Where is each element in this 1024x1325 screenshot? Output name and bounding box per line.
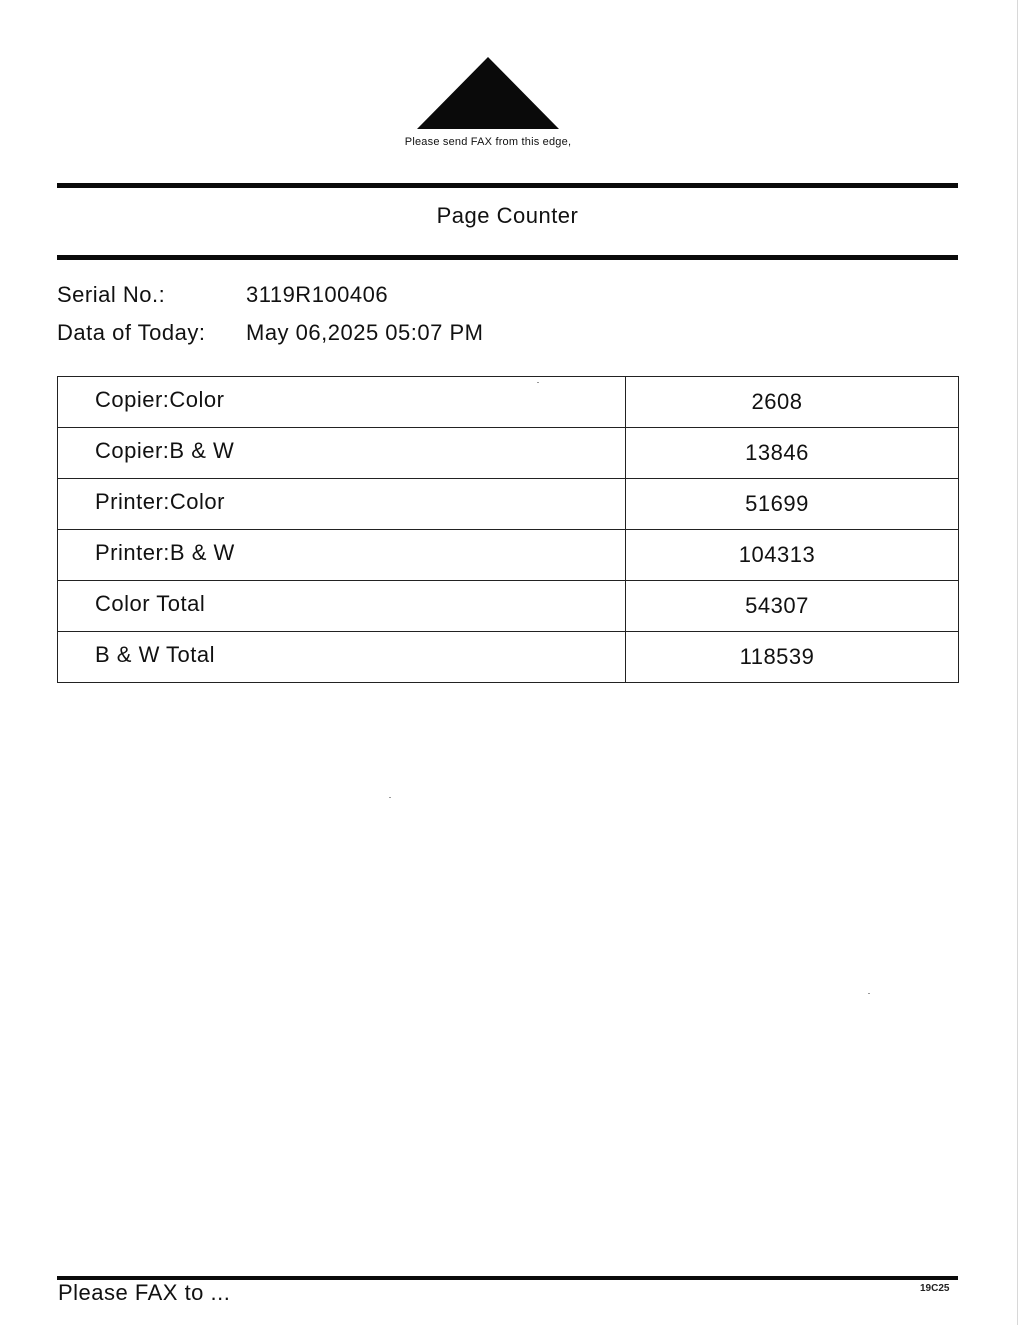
counter-value: 13846 (626, 428, 959, 479)
scan-edge-line (1017, 0, 1018, 1325)
counter-label: Color Total (58, 581, 626, 632)
page-counter-table (57, 376, 959, 683)
scan-speck (868, 993, 870, 994)
counter-label: Printer:B & W (58, 530, 626, 581)
date-label: Data of Today: (57, 320, 206, 345)
counter-label: Copier:B & W (58, 428, 626, 479)
serial-value: 3119R100406 (246, 282, 389, 307)
table-row (58, 581, 959, 632)
date-value: May 06,2025 05:07 PM (246, 320, 484, 345)
fax-to-text: Please FAX to ... (58, 1280, 231, 1305)
fax-edge-note: Please send FAX from this edge, (404, 136, 572, 148)
table-row (58, 377, 959, 428)
form-code: 19C25 (920, 1283, 950, 1294)
triangle-up-icon (417, 57, 559, 129)
counter-value: 2608 (626, 377, 959, 428)
scan-speck (537, 382, 539, 383)
title-divider (57, 255, 958, 260)
scan-speck (389, 797, 391, 798)
counter-value: 51699 (626, 479, 959, 530)
serial-label: Serial No.: (57, 282, 166, 307)
counter-label: B & W Total (58, 632, 626, 683)
table-row (58, 479, 959, 530)
page-title: Page Counter (436, 203, 579, 228)
counter-value: 54307 (626, 581, 959, 632)
counter-label: Printer:Color (58, 479, 626, 530)
table-row (58, 428, 959, 479)
counter-value: 118539 (626, 632, 959, 683)
counter-value: 104313 (626, 530, 959, 581)
table-row (58, 632, 959, 683)
table-row (58, 530, 959, 581)
counter-label: Copier:Color (58, 377, 626, 428)
top-divider (57, 183, 958, 188)
